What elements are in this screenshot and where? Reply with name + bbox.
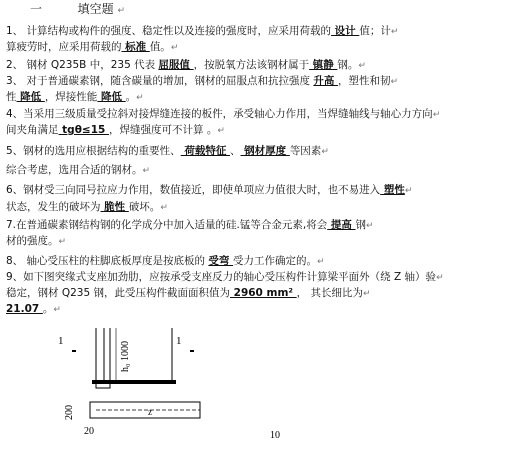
paragraph-mark: ↵	[53, 305, 61, 315]
q8-line-1	[6, 254, 325, 269]
q9-line-1	[6, 270, 444, 285]
q4-line-2	[6, 123, 225, 138]
text-segment: 间夹角满足	[6, 124, 59, 136]
q7-line-1	[6, 218, 374, 233]
answer-blank: 受弯	[208, 255, 234, 267]
text-segment: 性	[6, 91, 17, 103]
text-segment: 材的强度。	[6, 235, 59, 247]
text-segment: 8、 轴心受压柱的柱脚底板厚度是按底板的	[6, 255, 209, 267]
label-10: 10	[270, 430, 280, 441]
paragraph-mark: ↵	[404, 186, 413, 196]
q4-line-1	[6, 107, 440, 122]
label-200: 200	[64, 405, 75, 420]
text-segment: 钢	[355, 219, 367, 231]
paragraph-mark: ↵	[363, 289, 371, 299]
text-segment: 钢。	[337, 59, 359, 71]
text-segment: ，焊缝强度可不计算 。	[108, 124, 218, 136]
answer-blank: 2960 mm²	[229, 287, 297, 299]
q2-line-1	[6, 58, 366, 73]
section-mark-right	[190, 350, 194, 352]
text-segment: 算疲劳时，应采用荷载的	[6, 41, 122, 53]
paragraph-mark: ↵	[317, 257, 325, 267]
q7-line-2	[6, 234, 66, 249]
paragraph-mark: ↵	[170, 43, 179, 53]
answer-blank: tgθ≤15	[58, 124, 109, 136]
section-number: 一	[30, 2, 43, 16]
text-segment: 综合考虑，选用合适的钢材。	[6, 164, 143, 176]
answer-blank: 降低	[16, 91, 45, 103]
text-segment: 状态，发生的破坏为	[6, 201, 101, 213]
answer-blank: 荷载特征	[180, 145, 230, 157]
paragraph-mark: ↵	[217, 126, 225, 136]
label-z: z	[148, 407, 152, 417]
stiffener-figure	[0, 316, 508, 456]
text-segment: 值。	[149, 41, 171, 53]
text-segment: 稳定，钢材 Q235 钢，此受压构件截面面积值为	[6, 287, 230, 299]
text-segment: ，焊接性能	[44, 91, 98, 103]
text-segment: ， 其长细比为	[296, 287, 363, 299]
answer-blank: 脆性	[100, 201, 129, 213]
q9-line-2	[6, 286, 371, 301]
paragraph-mark: ↵	[358, 61, 366, 71]
text-segment: 等因素	[289, 145, 322, 157]
paragraph-mark: ↵	[432, 110, 441, 120]
text-segment: 受力工作确定的。	[233, 255, 318, 267]
q1-line-1	[6, 24, 398, 39]
text-segment: 。	[42, 303, 54, 315]
q6-line-1	[6, 183, 412, 198]
paragraph-mark: ↵	[390, 77, 399, 87]
text-segment: 7.在普通碳素钢结构钢的化学成分中加入适量的硅.锰等合金元素,将会	[6, 219, 328, 231]
section-mark-left	[72, 350, 76, 352]
section-title: 填空题	[77, 2, 114, 16]
answer-blank: 降低	[97, 91, 126, 103]
text-segment: 1、 计算结构或构件的强度、稳定性以及连接的强度时，应采用荷载的	[6, 25, 332, 37]
text-segment: 3、 对于普通碳素钢，随含碳量的增加，钢材的屈服点和抗拉强度	[6, 75, 314, 87]
answer-blank: 镇静	[309, 59, 338, 71]
q6-line-2	[6, 200, 168, 215]
text-segment: 9、如下图突缘式支座加劲肋，应按承受支座反力的轴心受压构件计算梁平面外（绕 Z 轴）验	[6, 271, 437, 283]
label-h0: h₀ 1000	[120, 341, 131, 372]
text-segment: 5、钢材的选用应根据结构的重要性、	[6, 145, 181, 157]
q3-line-1	[6, 74, 398, 89]
text-segment: 4、当采用三级质量受拉斜对接焊缝连接的板件，承受轴心力作用，当焊缝轴线与轴心力方向	[6, 108, 433, 120]
q9-line-3	[6, 302, 61, 317]
q5-line-1	[6, 144, 329, 159]
q5-line-2	[6, 163, 150, 178]
section-header: 一 填空题 ↵	[30, 2, 126, 16]
paragraph-mark: ↵	[136, 93, 144, 103]
text-segment: 值；计	[359, 25, 391, 37]
text-segment: 6、钢材受三向同号拉应力作用，数值接近，即使单项应力值很大时，也不易进入	[6, 184, 381, 196]
text-segment: 、	[230, 145, 241, 157]
label-1-right: 1	[176, 335, 182, 347]
paragraph-mark: ↵	[58, 237, 67, 247]
paragraph-mark: ↵	[160, 203, 168, 213]
answer-blank: 21.07	[6, 303, 43, 315]
paragraph-mark: ↵	[366, 221, 374, 231]
answer-blank: 设计	[331, 25, 360, 37]
answer-blank: 屈服值	[158, 59, 194, 71]
text-segment: 破坏。	[128, 201, 161, 213]
text-segment: ，塑性和韧	[338, 75, 391, 87]
q1-line-2	[6, 40, 178, 55]
label-20: 20	[84, 426, 94, 437]
paragraph-mark: ↵	[321, 147, 329, 157]
answer-blank: 钢材厚度	[240, 145, 290, 157]
text-segment: ，按脱氧方法该钢材属于	[193, 59, 310, 71]
q3-line-2	[6, 90, 144, 105]
answer-blank: 标准	[121, 41, 150, 53]
answer-blank: 塑性	[380, 184, 405, 196]
paragraph-mark: ↵	[390, 27, 399, 37]
text-segment: 。	[125, 91, 137, 103]
answer-blank: 升高	[313, 75, 339, 87]
label-1-left: 1	[58, 335, 64, 347]
text-segment: 2、 钢材 Q235B 中，235 代表	[6, 59, 159, 71]
paragraph-mark: ↵	[142, 166, 151, 176]
answer-blank: 提高	[327, 219, 356, 231]
paragraph-mark: ↵	[436, 273, 444, 283]
